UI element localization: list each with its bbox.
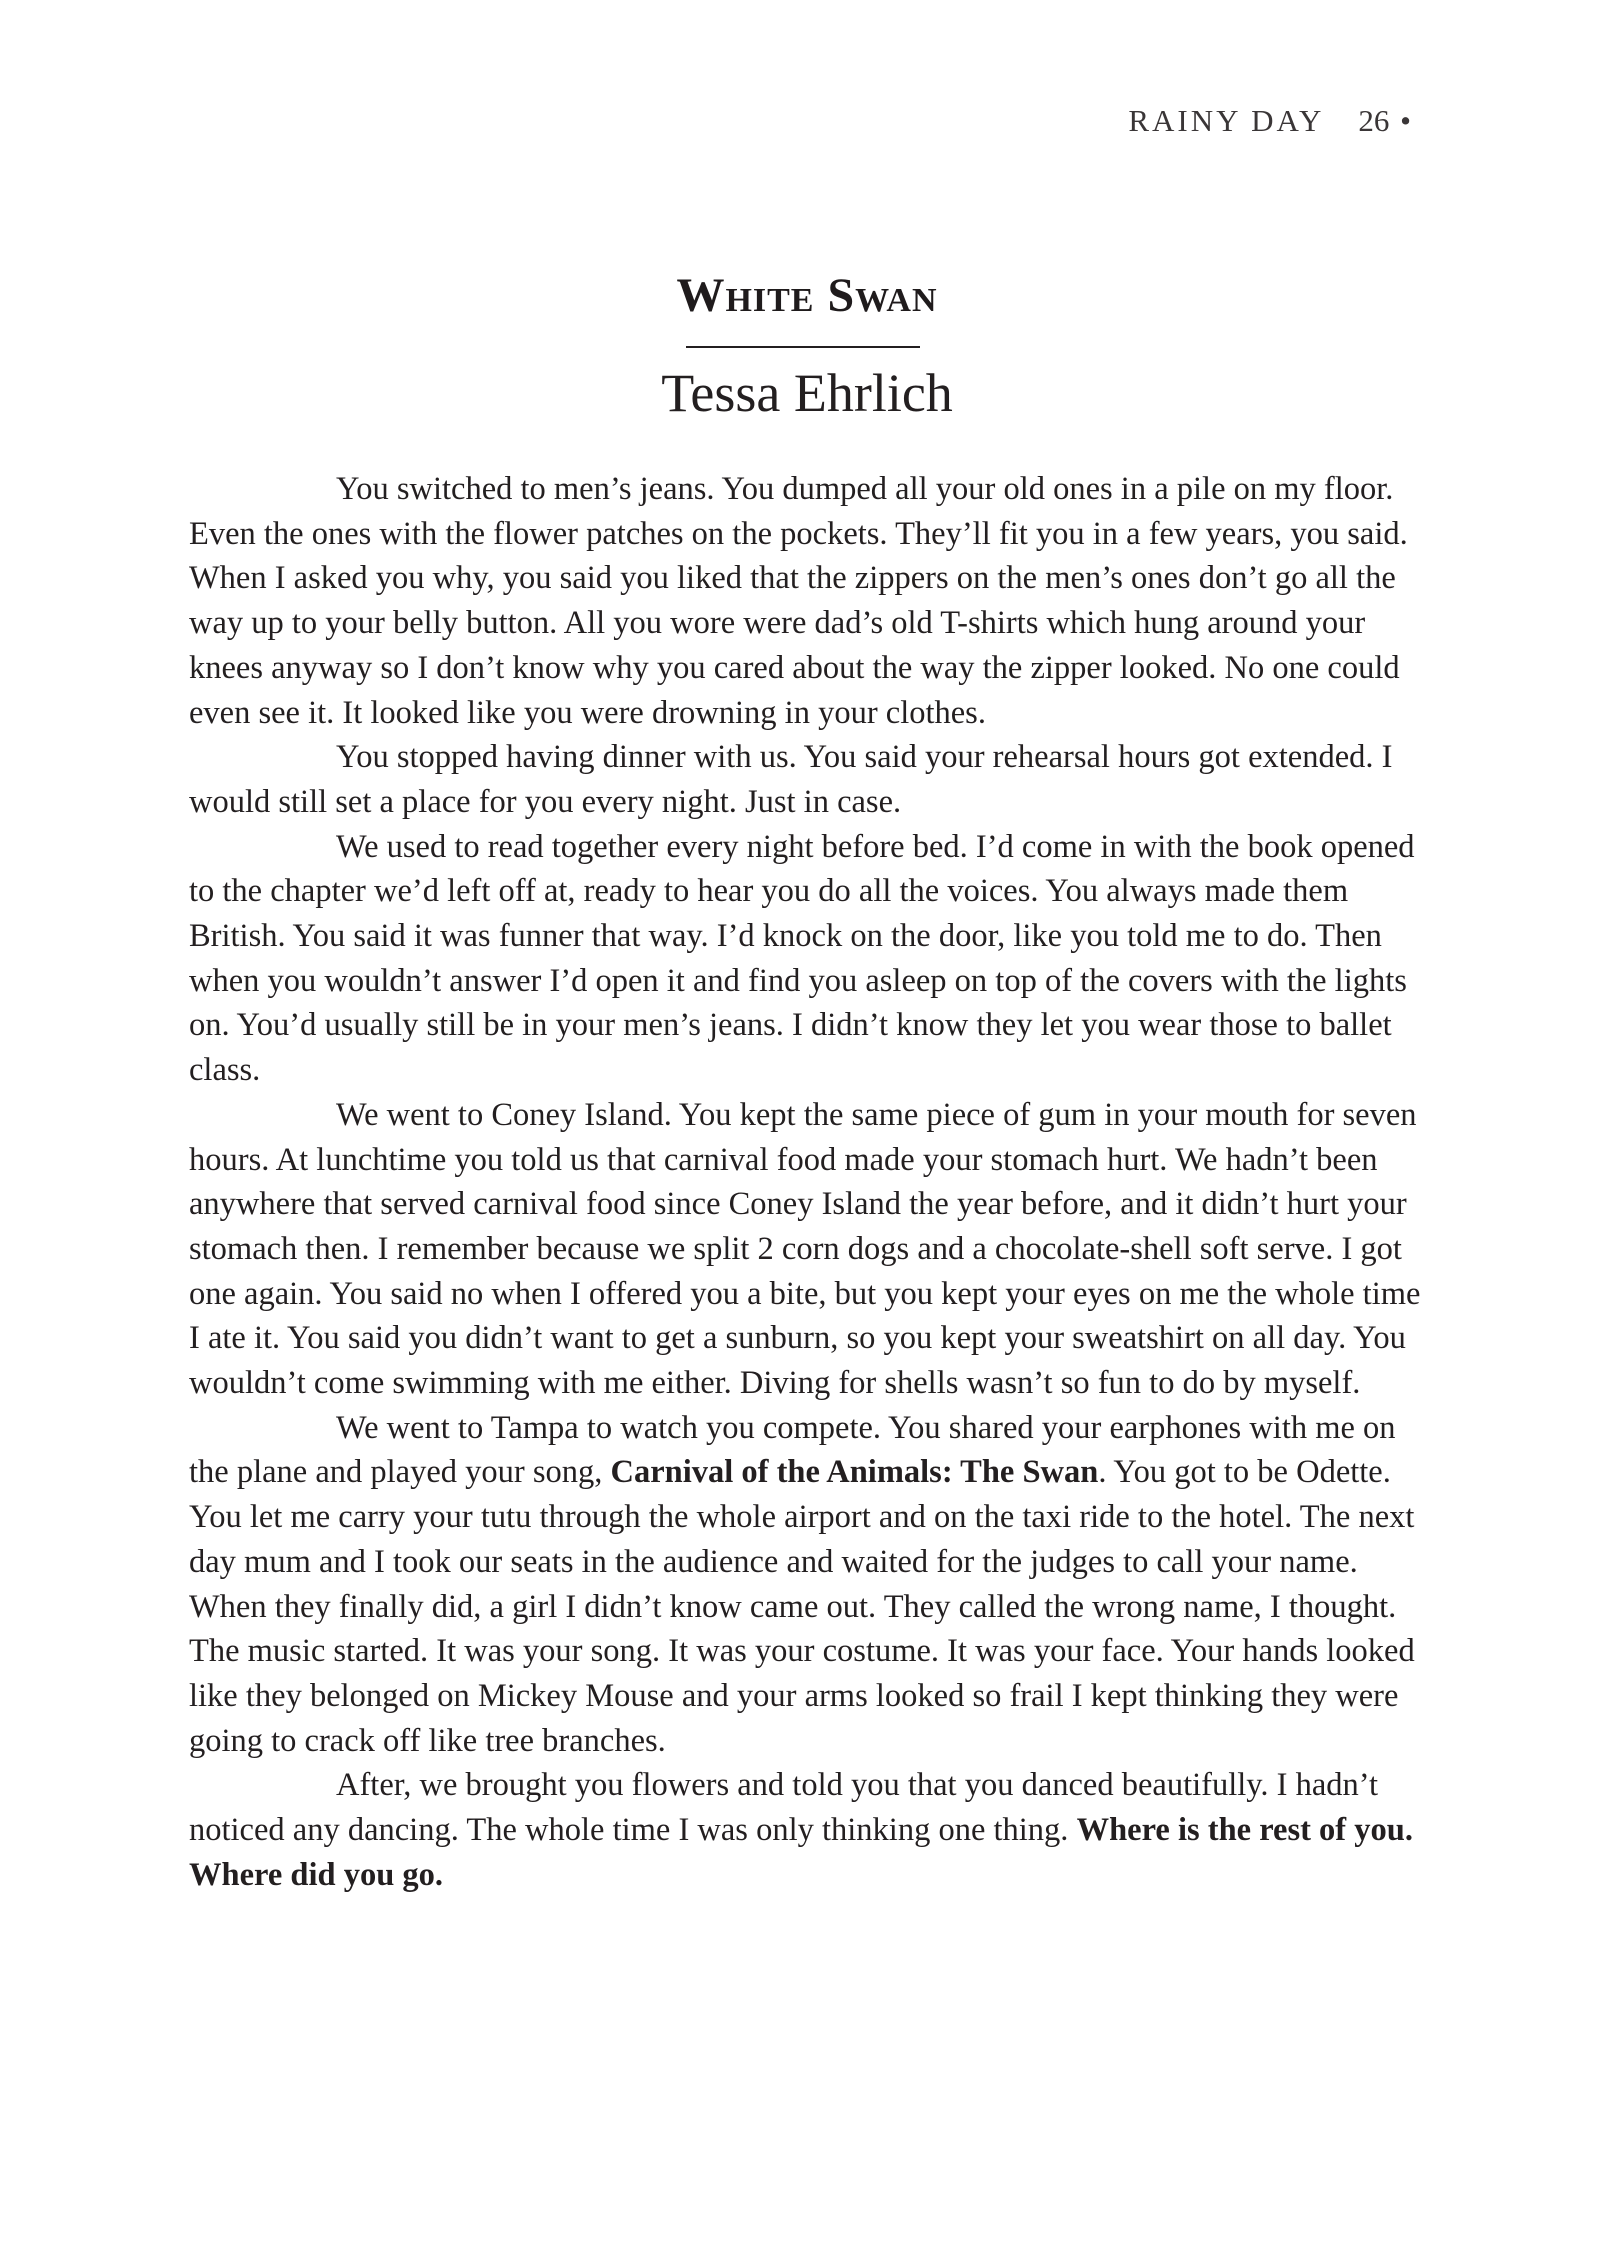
title-divider xyxy=(686,346,920,348)
page-number: 26 xyxy=(1358,103,1390,138)
story-body xyxy=(189,467,1425,1898)
song-title: Carnival of the Animals: The Swan xyxy=(610,1454,1099,1491)
running-head xyxy=(1128,103,1414,139)
paragraph-4: We went to Coney Island. You kept the same piece of gum in your mouth for seven hours. At lunchtime you told us that carnival food made your stomach hurt. We hadn’t been anywhere that served carnival food since Coney Island the year before, and it didn’t hurt your stomach then. I remember because we split 2 corn dogs and a chocolate-shell soft serve. I got one again. You said no when I offered you a bite, but you kept your eyes on me the whole time I ate it. You said you didn’t want to get a sunburn, so you kept your sweatshirt on all day. You wouldn’t come swimming with me either. Diving for shells wasn’t so fun to do by myself. xyxy=(189,1096,1421,1402)
paragraph-5-text-end: . You got to be Odette. You let me carry your tutu through the whole airport and on the taxi ride to the hotel. The next day mum and I took our seats in the audience and waited for the judges to call your name. When they finally did, a girl I didn’t know came out. They called the wrong name, I thought. The music started. It was your song. It was your costume. It was your face. Your hands looked like they belonged on Mickey Mouse and your arms looked so frail I kept thinking they were going to crack off like tree branches. xyxy=(189,1454,1415,1759)
bullet-icon: • xyxy=(1400,103,1414,138)
paragraph-5-text-start: We went to Tampa to watch you compete. You shared your earphones with me on the plane and played your song, xyxy=(189,1409,1396,1491)
paragraph-5 xyxy=(189,1406,1425,1764)
story-title: White Swan xyxy=(676,269,938,322)
paragraph-1: You switched to men’s jeans. You dumped all your old ones in a pile on my floor. Even the ones with the flower patches on the pockets. They’ll fit you in a few years, you said. When I asked you why, you said you liked that the zippers on the men’s ones don’t go all the way up to your belly button. All you wore were dad’s old T-shirts which hung around your knees anyway so I don’t know why you cared about the way the zipper looked. No one could even see it. It looked like you were drowning in your clothes. xyxy=(189,471,1408,731)
paragraph-6-text-start: After, we brought you flowers and told you that you danced beautifully. I hadn’t noticed any dancing. The whole time I was only thinking one thing. xyxy=(189,1767,1379,1849)
closing-question: Where is the rest of you. Where did you go. xyxy=(189,1812,1413,1893)
paragraph-2: You stopped having dinner with us. You said your rehearsal hours got extended. I would still set a place for you every night. Just in case. xyxy=(189,739,1393,820)
section-title: RAINY DAY xyxy=(1128,103,1325,138)
author-name: Tessa Ehrlich xyxy=(661,363,953,423)
paragraph-6 xyxy=(189,1763,1425,1897)
paragraph-3: We used to read together every night before bed. I’d come in with the book opened to the chapter we’d left off at, ready to hear you do all the voices. You always made them British. You said it was funner that way. I’d knock on the door, like you told me to do. Then when you wouldn’t answer I’d open it and find you asleep on top of the covers with the lights on. You’d usually still be in your men’s jeans. I didn’t know they let you wear those to ballet class. xyxy=(189,828,1415,1089)
